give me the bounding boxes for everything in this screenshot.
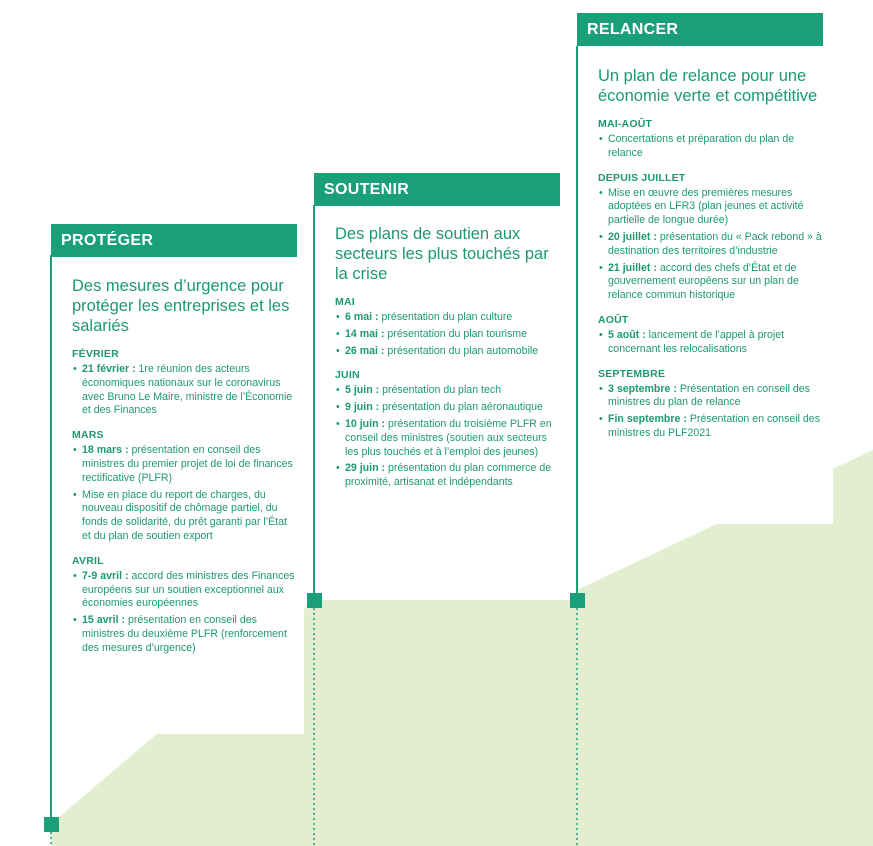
event-date: 3 septembre : — [608, 382, 677, 395]
event-text: présentation du plan commerce de proximité, artisanat et indépendants — [345, 462, 552, 489]
event-date: 9 juin : — [345, 401, 380, 414]
month-label: JUIN — [335, 369, 360, 382]
event-text: Présentation en conseil des ministres du PLF2021 — [608, 413, 820, 439]
event-list — [598, 329, 825, 357]
panel-relancer — [578, 54, 833, 524]
event-text: présentation du « Pack rebond » à destination des territoires d’industrie — [608, 230, 822, 257]
event-date: 18 mars : — [82, 444, 129, 457]
title-soutenir: Des plans de soutien aux secteurs les plus touchés par la crise — [335, 225, 549, 283]
title-proteger: Des mesures d’urgence pour protéger les entreprises et les salariés — [72, 277, 290, 335]
event-item — [598, 413, 825, 441]
month-label: AOÛT — [598, 313, 629, 326]
event-text: Mise en œuvre des premières mesures adoptées en LFR3 (plan jeunes et activité partielle de longue durée) — [608, 186, 804, 227]
event-text: présentation du plan aéronautique — [379, 401, 543, 414]
event-text: présentation du troisième PLFR en conseil des ministres (soutien aux secteurs les plus touchés et à l’emploi des jeunes) — [345, 417, 552, 458]
event-item — [72, 570, 296, 611]
groups-proteger — [72, 348, 296, 656]
header-relancer: RELANCER — [577, 13, 823, 46]
event-date: 14 mai : — [345, 327, 385, 340]
event-list — [598, 383, 825, 441]
event-date: 26 mai : — [345, 344, 385, 357]
month-label: MARS — [72, 429, 104, 442]
panel-soutenir — [315, 214, 565, 519]
event-list — [72, 363, 296, 418]
event-text: Concertations et préparation du plan de relance — [608, 133, 795, 159]
event-text: lancement de l’appel à projet concernant les relocalisations — [608, 328, 785, 355]
event-text: présentation du plan tech — [379, 384, 502, 397]
groups-soutenir — [335, 296, 557, 490]
event-item — [598, 329, 825, 357]
event-date: 21 février : — [82, 363, 136, 375]
step-marker-3 — [570, 593, 585, 608]
event-text: 1re réunion des acteurs économiques nationaux sur le coronavirus avec Bruno Le Maire, ministre de l’Économie et des Finances — [82, 363, 293, 417]
event-date: 21 juillet : — [608, 261, 657, 274]
event-text: Mise en place du report de charges, du nouveau dispositif de chômage partiel, du fonds de solidarité, du prêt garanti par l’État et du plan de soutien export — [82, 488, 287, 542]
month-label: MAI-AOÛT — [598, 118, 653, 130]
event-text: accord des chefs d’État et de gouvernement européens sur un plan de relance commun historique — [608, 261, 799, 302]
event-date: 20 juillet : — [608, 230, 657, 243]
month-label: AVRIL — [72, 554, 104, 567]
event-text: présentation en conseil des ministres du deuxième PLFR (renforcement des mesures d’urgence) — [82, 614, 287, 654]
step-marker-2 — [307, 593, 322, 608]
title-relancer: Un plan de relance pour une économie verte et compétitive — [598, 67, 818, 105]
month-label: MAI — [335, 296, 355, 308]
event-date: 15 avril : — [82, 614, 125, 627]
header-proteger: PROTÉGER — [51, 224, 297, 257]
event-text: présentation du plan automobile — [384, 344, 539, 357]
event-text: présentation en conseil des ministres du premier projet de loi de finances rectificative (PLFR) — [82, 444, 293, 484]
step-marker-1 — [44, 817, 59, 832]
event-date: 10 juin : — [345, 417, 386, 430]
event-list — [598, 187, 825, 303]
event-item — [335, 462, 557, 490]
month-label: DEPUIS JUILLET — [598, 171, 686, 184]
panel-proteger — [52, 264, 304, 734]
event-list — [598, 133, 825, 161]
event-item — [335, 384, 557, 398]
month-label: FÉVRIER — [72, 348, 119, 360]
event-item — [598, 133, 825, 161]
event-list — [72, 570, 296, 656]
event-item — [335, 418, 557, 459]
event-list — [335, 311, 557, 358]
event-item — [598, 383, 825, 411]
event-date: 29 juin : — [345, 462, 386, 475]
event-date: 7-9 avril : — [82, 569, 129, 582]
event-date: Fin septembre : — [608, 413, 687, 426]
event-date: 5 août : — [608, 328, 646, 341]
event-item — [335, 328, 557, 342]
groups-relancer — [598, 118, 825, 441]
event-item — [72, 444, 296, 485]
event-item — [335, 311, 557, 325]
event-list — [335, 384, 557, 490]
event-item — [335, 345, 557, 359]
event-item — [598, 262, 825, 303]
event-text: accord des ministres des Finances européens sur un soutien exceptionnel aux économies européennes — [82, 569, 295, 610]
month-label: SEPTEMBRE — [598, 367, 666, 380]
event-item — [72, 363, 296, 418]
event-text: présentation du plan culture — [378, 311, 513, 323]
event-item — [598, 231, 825, 259]
event-item — [335, 401, 557, 415]
header-soutenir: SOUTENIR — [314, 173, 560, 206]
event-list — [72, 444, 296, 544]
event-item — [72, 489, 296, 544]
event-date: 5 juin : — [345, 384, 380, 397]
event-date: 6 mai : — [345, 311, 379, 323]
event-item — [598, 187, 825, 228]
event-item — [72, 614, 296, 655]
event-text: Présentation en conseil des ministres du plan de relance — [608, 382, 810, 409]
event-text: présentation du plan tourisme — [384, 327, 527, 340]
